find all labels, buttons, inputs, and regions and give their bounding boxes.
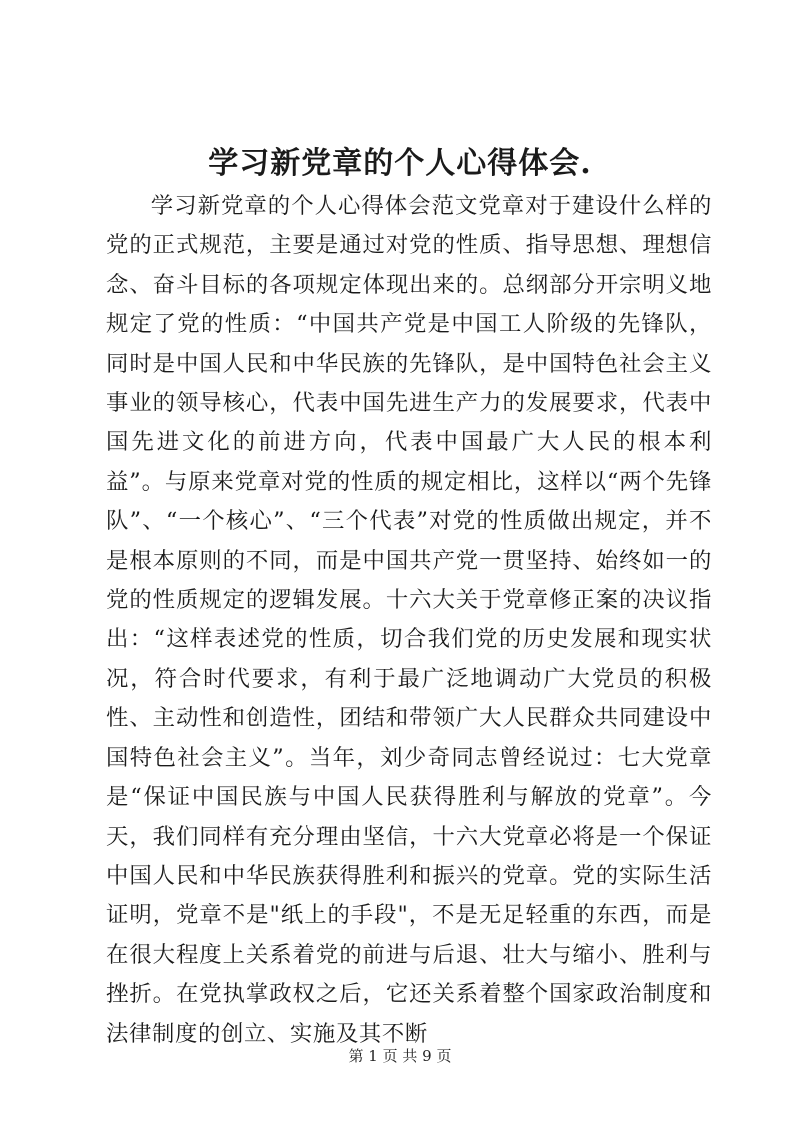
document-body-paragraph: 学习新党章的个人心得体会范文党章对于建设什么样的党的正式规范，主要是通过对党的性质、指导思想、理想信念、奋斗目标的各项规定体现出来的。总纲部分开宗明义地规定了党的性质：“中国共产党是中国工人阶级的先锋队，同时是中国人民和中华民族的先锋队，是中国特色社会主义事业的领导核心，代表中国先进生产力的发展要求，代表中国先进文化的前进方向，代表中国最广大人民的根本利益”。与原来党章对党的性质的规定相比，这样以“两个先锋队”、“一个核心”、“三个代表”对党的性质做出规定，并不是根本原则的不同，而是中国共产党一贯坚持、始终如一的党的性质规定的逻辑发展。十六大关于党章修正案的决议指出：“这样表述党的性质，切合我们党的历史发展和现实状况，符合时代要求，有利于最广泛地调动广大党员的积极性、主动性和创造性，团结和带领广大人民群众共同建设中国特色社会主义”。当年，刘少奇同志曾经说过：七大党章是“保证中国民族与中国人民获得胜利与解放的党章”。今天，我们同样有充分理由坚信，十六大党章必将是一个保证中国人民和中华民族获得胜利和振兴的党章。党的实际生活证明，党章不是"纸上的手段"，不是无足轻重的东西，而是在很大程度上关系着党的前进与后退、壮大与缩小、胜利与挫折。在党执掌政权之后，它还关系着整个国家政治制度和法律制度的创立、实施及其不断 — [106, 193, 712, 1047]
document-title: 学习新党章的个人心得体会. — [208, 146, 592, 181]
page-number-footer: 第 1 页 共 9 页 — [348, 1047, 452, 1065]
